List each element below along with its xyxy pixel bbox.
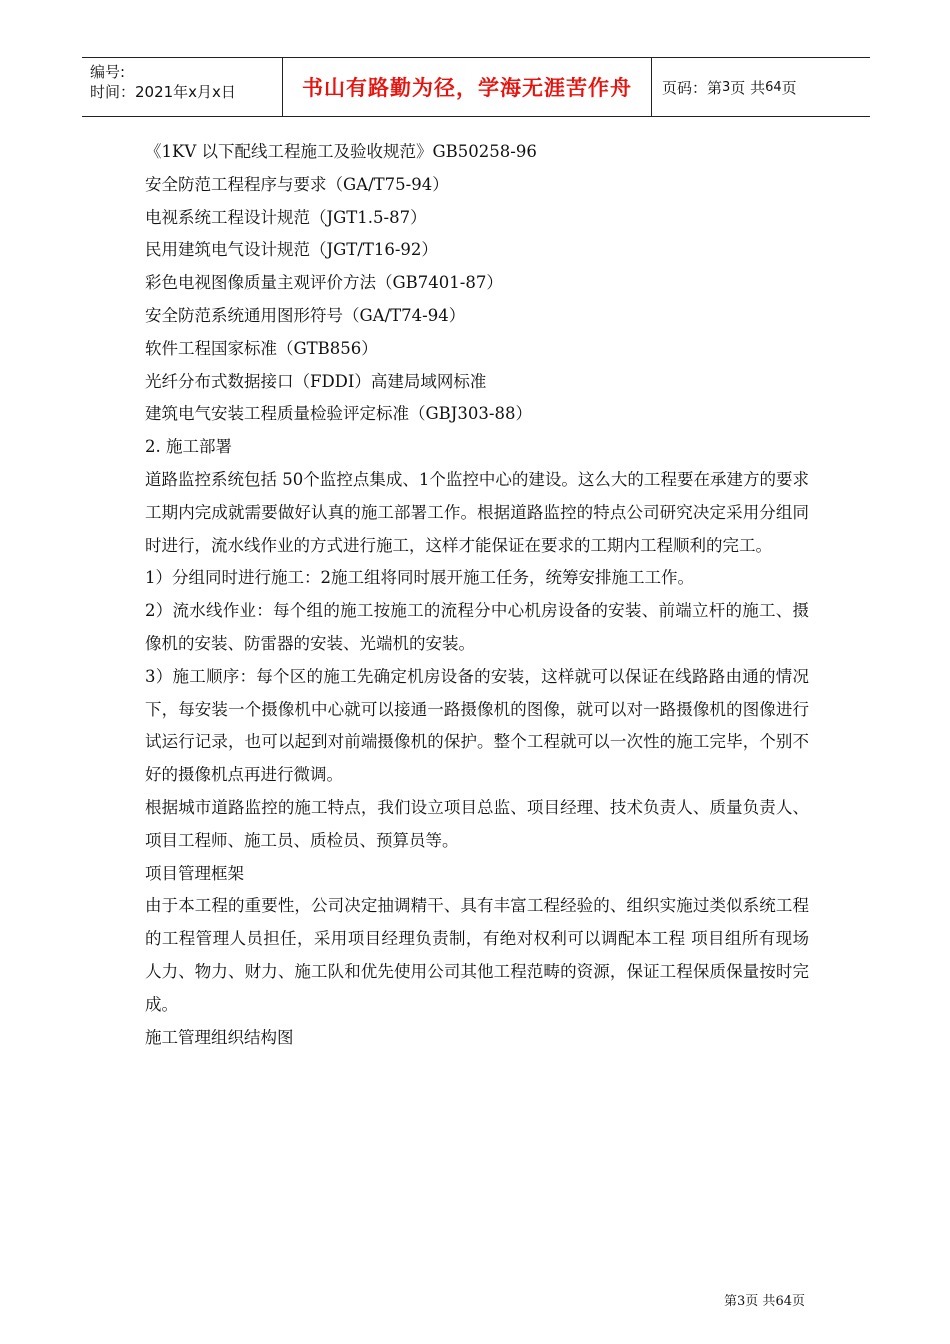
page-footer xyxy=(724,1290,805,1309)
paragraph: 由于本工程的重要性，公司决定抽调精干、具有丰富工程经验的、组织实施过类似系统工程的工程管理人员担任，采用项目经理负责制，有绝对权利可以调配本工程 项目组所有现场人力、物力、财力、施工队和优先使用公司其他工程范畴的资源，保证工程保质保量按时完成。 xyxy=(145,896,809,1014)
standard-line: 安全防范系统通用图形符号（GA/T74-94） xyxy=(145,305,466,325)
paragraph: 3）施工顺序：每个区的施工先确定机房设备的安装，这样就可以保证在线路路由通的情况下，每安装一个摄像机中心就可以接通一路摄像机的图像，就可以对一路摄像机的图像进行试运行记录，也可以起到对前端摄像机的保护。整个工程就可以一次性的施工完毕，个别不好的摄像机点再进行微调。 xyxy=(145,666,809,785)
time-label: 时间：2021年x月x日 xyxy=(90,83,236,101)
subsection-heading: 施工管理组织结构图 xyxy=(145,1027,294,1047)
page-suffix: 页 xyxy=(781,78,797,97)
footer-mid: 页 共 xyxy=(745,1294,776,1309)
footer-prefix: 第 xyxy=(724,1294,738,1309)
document-body xyxy=(145,136,809,1054)
subsection-heading: 项目管理框架 xyxy=(145,863,244,883)
motto-text: 书山有路勤为径，学海无涯苦作舟 xyxy=(302,76,632,100)
section-heading: 2. 施工部署 xyxy=(145,437,232,457)
page-prefix: 页码：第 xyxy=(662,78,723,97)
standard-line: 软件工程国家标准（GTB856） xyxy=(145,338,378,358)
standard-line: 民用建筑电气设计规范（JGT/T16-92） xyxy=(145,240,438,260)
standard-line: 《1KV 以下配线工程施工及验收规范》GB50258-96 xyxy=(145,142,537,161)
paragraph: 道路监控系统包括 50个监控点集成、1个监控中心的建设。这么大的工程要在承建方的要求工期内完成就需要做好认真的施工部署工作。根据道路监控的特点公司研究决定采用分组同时进行，流水线作业的方式进行施工，这样才能保证在要求的工期内工程顺利的完工。 xyxy=(145,469,809,555)
paragraph: 1）分组同时进行施工：2施工组将同时展开施工任务，统筹安排施工工作。 xyxy=(145,568,694,588)
standard-line: 光纤分布式数据接口（FDDI）高建局域网标准 xyxy=(145,371,487,391)
header-meta xyxy=(82,58,282,116)
header-page-number xyxy=(652,58,870,116)
footer-total: 64 xyxy=(775,1294,792,1309)
page-header xyxy=(82,57,870,117)
footer-suffix: 页 xyxy=(791,1294,805,1309)
paragraph: 2）流水线作业：每个组的施工按施工的流程分中心机房设备的安装、前端立杆的施工、摄像机的安装、防雷器的安装、光端机的安装。 xyxy=(145,601,809,653)
footer-current: 3 xyxy=(737,1294,746,1309)
page-total: 64 xyxy=(765,79,782,95)
header-motto-cell xyxy=(282,58,652,116)
page-mid: 页 共 xyxy=(730,78,766,97)
standard-line: 建筑电气安装工程质量检验评定标准（GBJ303-88） xyxy=(145,404,532,424)
standard-line: 安全防范工程程序与要求（GA/T75-94） xyxy=(145,174,449,194)
paragraph: 根据城市道路监控的施工特点，我们设立项目总监、项目经理、技术负责人、质量负责人、项目工程师、施工员、质检员、预算员等。 xyxy=(145,797,809,850)
serial-label: 编号: xyxy=(90,63,126,81)
standard-line: 彩色电视图像质量主观评价方法（GB7401-87） xyxy=(145,273,503,293)
standard-line: 电视系统工程设计规范（JGT1.5-87） xyxy=(145,207,427,227)
page-current: 3 xyxy=(722,79,731,95)
